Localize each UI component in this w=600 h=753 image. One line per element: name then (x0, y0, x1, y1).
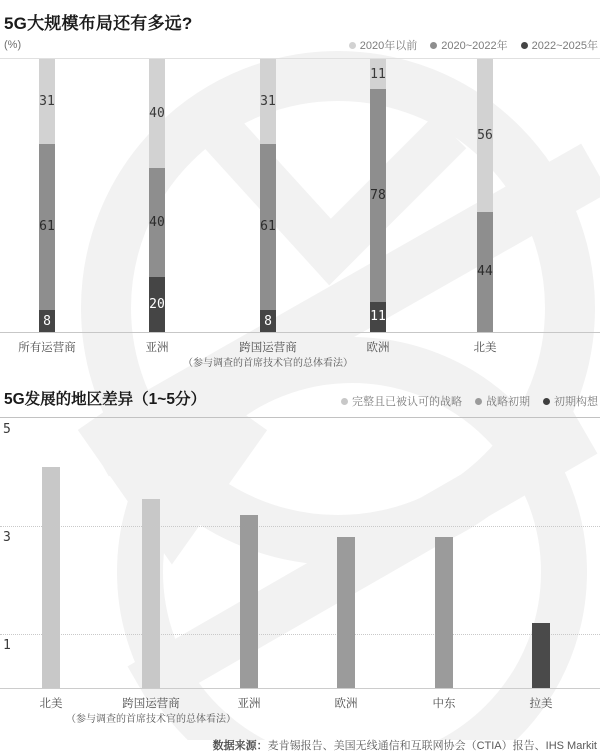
y-axis-tick-label: 5 (3, 422, 11, 437)
legend-item (521, 37, 598, 53)
bar-segment (39, 310, 55, 332)
legend-dot-icon (430, 42, 437, 49)
category-label: 北美 (39, 698, 63, 710)
category-label: 拉美 (529, 698, 553, 710)
bar-segment (149, 59, 165, 168)
category-label: 中东 (432, 698, 456, 710)
legend-item-label: 2020年以前 (359, 40, 418, 52)
bar-segment (149, 168, 165, 277)
category-note: （参与调查的首席技术官的总体看法） (183, 358, 353, 369)
legend-item (543, 393, 598, 409)
chart1-legend (349, 37, 598, 53)
category-label: 所有运营商 (18, 342, 76, 354)
bar-stack (39, 59, 55, 332)
category-label: 亚洲 (145, 342, 169, 354)
bar-value-label: 31 (39, 93, 55, 109)
data-source-text: 麦肯锡报告、美国无线通信和互联网协会（CTIA）报告、IHS Markit (267, 740, 597, 752)
legend-dot-icon (543, 398, 550, 405)
legend-dot-icon (349, 42, 356, 49)
legend-item-label: 2020~2022年 (441, 40, 508, 52)
bar-segment (39, 144, 55, 311)
category-note: （参与调查的首席技术官的总体看法） (66, 714, 236, 725)
category-label: 跨国运营商 (122, 698, 180, 710)
bar-value-label: 40 (149, 106, 165, 122)
bar (532, 623, 550, 688)
chart2-legend (341, 393, 598, 409)
bar-segment (260, 310, 276, 332)
bar-value-label: 61 (260, 219, 276, 235)
category-label: 北美 (473, 342, 497, 354)
bar-stack (260, 59, 276, 332)
chart2-plot-area (0, 417, 600, 689)
bar-stack (477, 59, 493, 332)
bar-segment (39, 59, 55, 144)
chart1-plot-area (0, 58, 600, 333)
legend-dot-icon (341, 398, 348, 405)
legend-item (341, 393, 462, 409)
legend-item-label: 初期构想 (554, 396, 598, 408)
gridline (0, 634, 600, 635)
data-source-prefix: 数据来源： (212, 740, 268, 752)
bar (435, 537, 453, 688)
chart1-title: 5G大规模布局还有多远? (4, 14, 193, 33)
bar-value-label: 20 (149, 297, 165, 313)
bar-value-label: 11 (370, 309, 386, 325)
chart1-unit-label: (%) (4, 39, 22, 51)
data-source-note (0, 737, 600, 753)
legend-item (475, 393, 530, 409)
bar (42, 467, 60, 688)
legend-item-label: 完整且已被认可的战略 (352, 396, 462, 408)
chart2-category-axis (0, 689, 600, 733)
bar-segment (477, 59, 493, 212)
category-label: 亚洲 (237, 698, 261, 710)
bar-value-label: 44 (477, 264, 493, 280)
bar-value-label: 40 (149, 215, 165, 231)
legend-dot-icon (521, 42, 528, 49)
bar-value-label: 61 (39, 219, 55, 235)
y-axis-tick-label: 3 (3, 530, 11, 545)
bar-value-label: 8 (43, 313, 51, 329)
legend-item-label: 战略初期 (486, 396, 530, 408)
legend-item (349, 37, 417, 53)
category-label: 跨国运营商 (239, 342, 297, 354)
bar-segment (370, 59, 386, 89)
bar (142, 499, 160, 688)
chart2-section (0, 387, 600, 733)
bar-value-label: 11 (370, 66, 386, 82)
legend-item (430, 37, 507, 53)
category-label: 欧洲 (366, 342, 390, 354)
chart2-title: 5G发展的地区差异（1~5分） (4, 391, 206, 408)
bar-value-label: 31 (260, 93, 276, 109)
bar-segment (477, 212, 493, 332)
bar-stack (149, 59, 165, 332)
y-axis-tick-label: 1 (3, 638, 11, 653)
bar (240, 515, 258, 688)
bar (337, 537, 355, 688)
bar-value-label: 56 (477, 127, 493, 143)
bar-segment (260, 144, 276, 311)
category-label: 欧洲 (334, 698, 358, 710)
bar-segment (370, 89, 386, 302)
bar-stack (370, 59, 386, 332)
bar-segment (149, 277, 165, 332)
bar-value-label: 8 (264, 313, 272, 329)
chart1-category-axis (0, 333, 600, 385)
bar-value-label: 78 (370, 187, 386, 203)
legend-item-label: 2022~2025年 (531, 40, 598, 52)
bar-segment (260, 59, 276, 144)
legend-dot-icon (475, 398, 482, 405)
gridline (0, 526, 600, 527)
bar-segment (370, 302, 386, 332)
